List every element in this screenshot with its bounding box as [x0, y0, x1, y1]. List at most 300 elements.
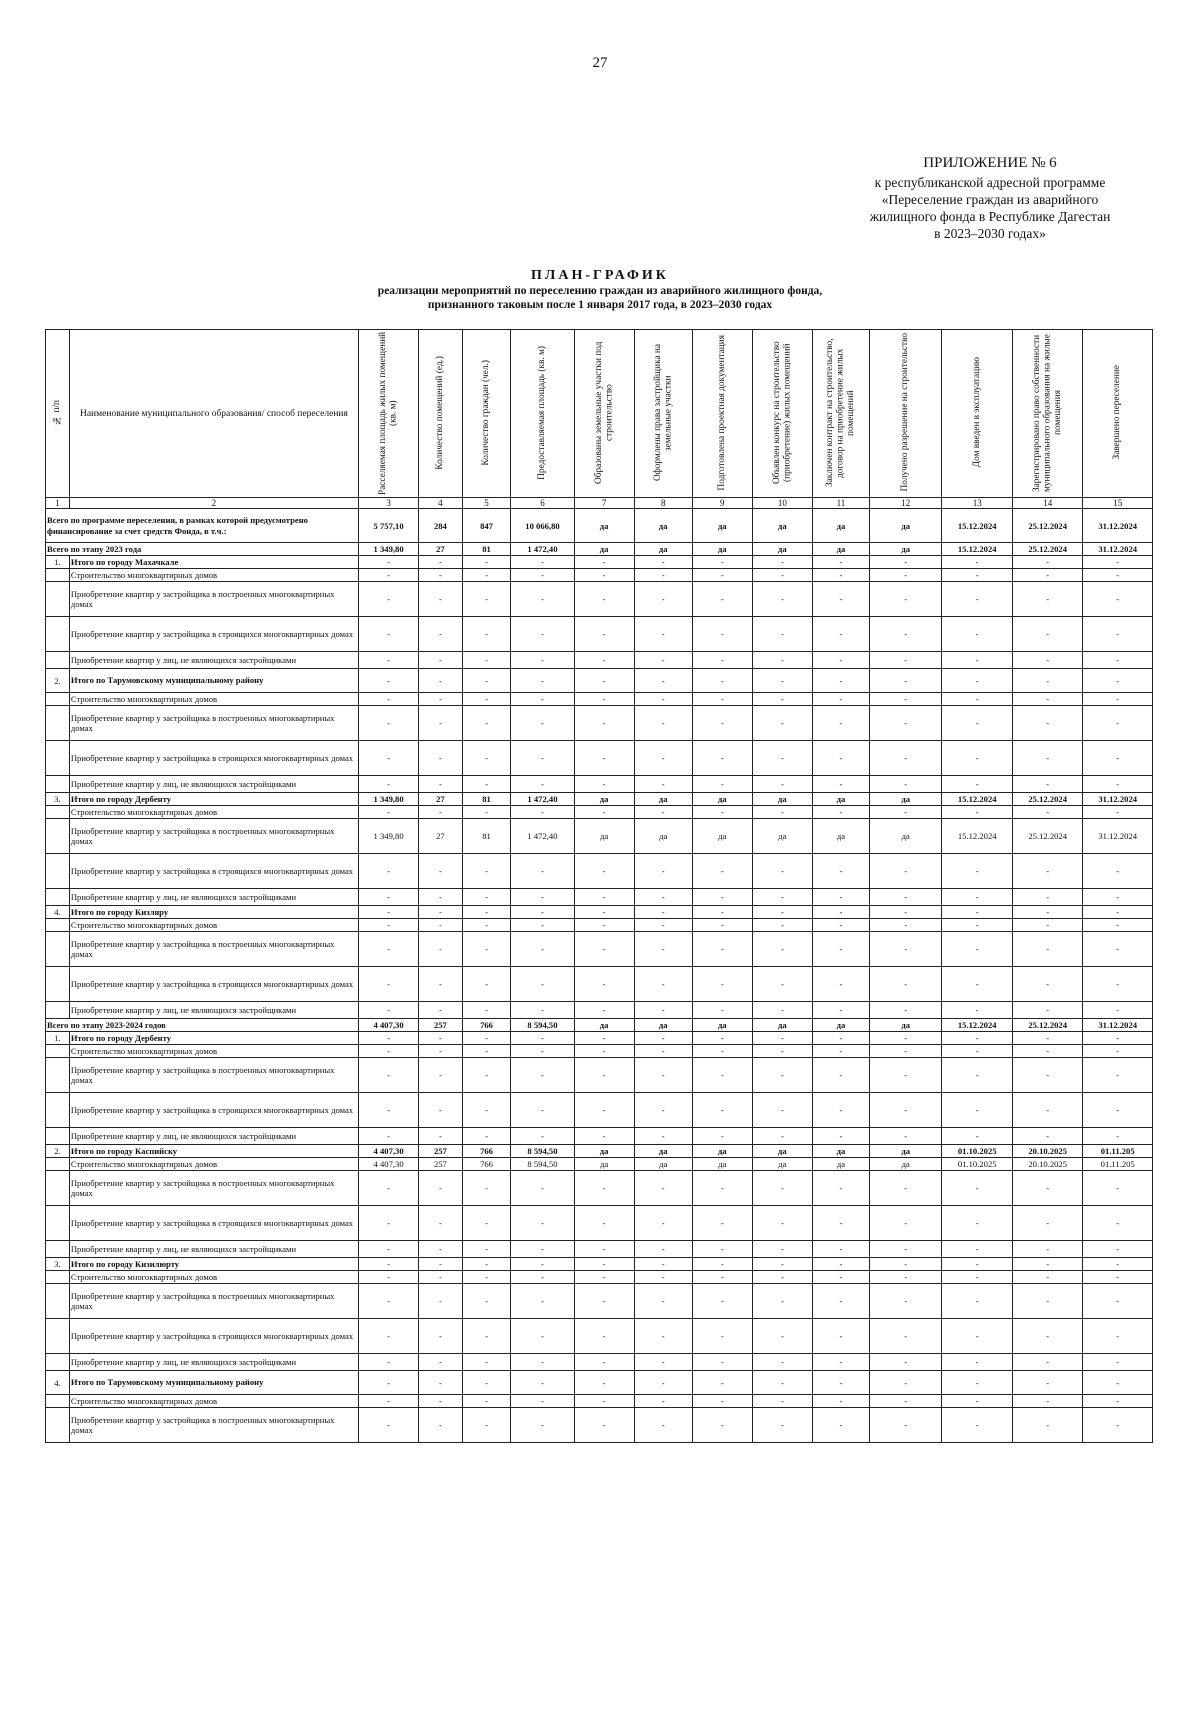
cell-value: - — [812, 1032, 869, 1045]
cell-value: - — [574, 806, 634, 819]
cell-value: да — [574, 1158, 634, 1171]
cell-value: - — [942, 1002, 1012, 1019]
cell-value: - — [574, 1045, 634, 1058]
cell-value: - — [419, 1058, 463, 1093]
cell-value: - — [1012, 1206, 1082, 1241]
cell-value: 15.12.2024 — [942, 793, 1012, 806]
cell-value: 766 — [462, 1145, 511, 1158]
cell-value: - — [692, 556, 752, 569]
row-name: Приобретение квартир у застройщика в построенных многоквартирных домах — [69, 1408, 358, 1443]
cell-value: - — [869, 1284, 942, 1319]
cell-value: да — [634, 1019, 692, 1032]
cell-value: - — [511, 741, 574, 776]
cell-value: - — [692, 906, 752, 919]
table-row — [46, 1354, 1153, 1371]
page-number: 27 — [592, 55, 608, 71]
cell-value: - — [692, 617, 752, 652]
cell-value: - — [1012, 806, 1082, 819]
cell-value: - — [462, 652, 511, 669]
cell-value: - — [812, 906, 869, 919]
cell-value: да — [692, 819, 752, 854]
cell-value: - — [574, 1171, 634, 1206]
cell-value: - — [511, 906, 574, 919]
cell-value: - — [1083, 919, 1153, 932]
cell-value: - — [869, 776, 942, 793]
cell-value: 1 472,40 — [511, 819, 574, 854]
cell-value: - — [574, 556, 634, 569]
table-row — [46, 1319, 1153, 1354]
cell-value: - — [462, 1319, 511, 1354]
column-number: 3 — [359, 498, 419, 509]
cell-value: - — [359, 617, 419, 652]
cell-value: - — [1083, 967, 1153, 1002]
row-number — [46, 693, 70, 706]
cell-value: да — [692, 509, 752, 543]
cell-value: 1 349,80 — [359, 543, 419, 556]
cell-value: - — [1012, 1171, 1082, 1206]
cell-value: - — [752, 741, 812, 776]
cell-value: - — [574, 932, 634, 967]
cell-value: - — [1083, 932, 1153, 967]
cell-value: - — [692, 1171, 752, 1206]
row-number: 4. — [46, 1371, 70, 1395]
cell-value: да — [634, 509, 692, 543]
cell-value: - — [869, 1319, 942, 1354]
cell-value: - — [942, 693, 1012, 706]
cell-value: - — [462, 919, 511, 932]
table-row — [46, 582, 1153, 617]
cell-value: - — [869, 1354, 942, 1371]
cell-value: - — [752, 806, 812, 819]
cell-value: - — [1083, 906, 1153, 919]
cell-value: - — [812, 932, 869, 967]
cell-value: - — [462, 582, 511, 617]
cell-value: - — [359, 1002, 419, 1019]
cell-value: 31.12.2024 — [1083, 543, 1153, 556]
cell-value: - — [419, 1206, 463, 1241]
cell-value: 257 — [419, 1145, 463, 1158]
cell-value: - — [511, 556, 574, 569]
cell-value: - — [511, 669, 574, 693]
row-name: Приобретение квартир у застройщика в строящихся многоквартирных домах — [69, 1093, 358, 1128]
column-number: 10 — [752, 498, 812, 509]
row-number — [46, 1271, 70, 1284]
cell-value: да — [812, 1158, 869, 1171]
table-body — [46, 509, 1153, 1443]
table-row — [46, 1258, 1153, 1271]
cell-value: - — [574, 1258, 634, 1271]
cell-value: - — [869, 1271, 942, 1284]
cell-value: 01.11.205 — [1083, 1158, 1153, 1171]
cell-value: - — [511, 1241, 574, 1258]
cell-value: - — [574, 652, 634, 669]
cell-value: - — [812, 741, 869, 776]
cell-value: - — [359, 889, 419, 906]
cell-value: - — [634, 1354, 692, 1371]
cell-value: - — [574, 967, 634, 1002]
cell-value: - — [752, 1354, 812, 1371]
cell-value: - — [462, 806, 511, 819]
column-header: Завершено переселение — [1083, 330, 1153, 498]
cell-value: - — [1083, 617, 1153, 652]
row-number — [46, 1045, 70, 1058]
cell-value: - — [812, 1354, 869, 1371]
cell-value: - — [574, 706, 634, 741]
cell-value: - — [752, 652, 812, 669]
table-row — [46, 1241, 1153, 1258]
table-row — [46, 1145, 1153, 1158]
cell-value: - — [1012, 1045, 1082, 1058]
cell-value: - — [462, 776, 511, 793]
table-row — [46, 1002, 1153, 1019]
cell-value: 25.12.2024 — [1012, 793, 1082, 806]
cell-value: - — [942, 1319, 1012, 1354]
appendix-line: жилищного фонда в Республике Дагестан — [869, 209, 1111, 224]
cell-value: 15.12.2024 — [942, 543, 1012, 556]
cell-value: - — [419, 1128, 463, 1145]
schedule-table — [45, 329, 1153, 1443]
cell-value: - — [359, 693, 419, 706]
column-number: 2 — [69, 498, 358, 509]
cell-value: - — [359, 967, 419, 1002]
column-header: Заключен контракт на строительство, договор на приобретение жилых помещений — [812, 330, 869, 498]
cell-value: да — [869, 543, 942, 556]
table-row — [46, 819, 1153, 854]
cell-value: 15.12.2024 — [942, 1019, 1012, 1032]
cell-value: - — [752, 617, 812, 652]
cell-value: - — [692, 693, 752, 706]
cell-value: 25.12.2024 — [1012, 543, 1082, 556]
cell-value: - — [1083, 1271, 1153, 1284]
cell-value: - — [359, 1241, 419, 1258]
cell-value: - — [942, 1128, 1012, 1145]
cell-value: - — [812, 1271, 869, 1284]
cell-value: - — [462, 967, 511, 1002]
cell-value: - — [634, 906, 692, 919]
row-name: Строительство многоквартирных домов — [69, 919, 358, 932]
cell-value: - — [462, 1093, 511, 1128]
cell-value: - — [634, 1093, 692, 1128]
cell-value: 27 — [419, 543, 463, 556]
column-number: 7 — [574, 498, 634, 509]
cell-value: - — [511, 1206, 574, 1241]
cell-value: - — [359, 1258, 419, 1271]
cell-value: - — [511, 582, 574, 617]
cell-value: да — [752, 793, 812, 806]
row-number — [46, 617, 70, 652]
cell-value: - — [1012, 693, 1082, 706]
cell-value: - — [1083, 1128, 1153, 1145]
cell-value: - — [574, 669, 634, 693]
cell-value: - — [942, 556, 1012, 569]
cell-value: да — [752, 1145, 812, 1158]
cell-value: - — [511, 617, 574, 652]
cell-value: - — [942, 1395, 1012, 1408]
row-number: 1. — [46, 556, 70, 569]
row-number: 3. — [46, 1258, 70, 1271]
table-row — [46, 932, 1153, 967]
row-number — [46, 967, 70, 1002]
row-number — [46, 1206, 70, 1241]
row-number — [46, 819, 70, 854]
column-header: Объявлен конкурс на строительство (приобретение) жилых помещений — [752, 330, 812, 498]
cell-value: - — [942, 932, 1012, 967]
cell-value: 31.12.2024 — [1083, 793, 1153, 806]
cell-value: - — [1012, 1319, 1082, 1354]
cell-value: - — [942, 854, 1012, 889]
cell-value: - — [574, 1319, 634, 1354]
cell-value: да — [692, 1145, 752, 1158]
cell-value: - — [462, 1408, 511, 1443]
cell-value: - — [574, 741, 634, 776]
cell-value: да — [634, 543, 692, 556]
cell-value: - — [1083, 1171, 1153, 1206]
cell-value: - — [752, 582, 812, 617]
cell-value: - — [692, 1354, 752, 1371]
cell-value: да — [574, 1145, 634, 1158]
cell-value: - — [359, 1354, 419, 1371]
row-number — [46, 1395, 70, 1408]
cell-value: да — [812, 1019, 869, 1032]
cell-value: - — [692, 1319, 752, 1354]
cell-value: - — [812, 1284, 869, 1319]
row-name: Строительство многоквартирных домов — [69, 1395, 358, 1408]
cell-value: да — [574, 819, 634, 854]
row-number — [46, 1241, 70, 1258]
cell-value: - — [511, 1284, 574, 1319]
cell-value: - — [511, 1371, 574, 1395]
cell-value: - — [634, 1045, 692, 1058]
row-number — [46, 706, 70, 741]
cell-value: - — [462, 1284, 511, 1319]
cell-value: 4 407,30 — [359, 1145, 419, 1158]
cell-value: - — [419, 889, 463, 906]
cell-value: - — [419, 1354, 463, 1371]
cell-value: - — [574, 1371, 634, 1395]
table-row — [46, 617, 1153, 652]
cell-value: - — [692, 706, 752, 741]
cell-value: - — [812, 1045, 869, 1058]
cell-value: - — [752, 1319, 812, 1354]
cell-value: - — [752, 889, 812, 906]
row-name: Итого по городу Кизляру — [69, 906, 358, 919]
cell-value: - — [692, 806, 752, 819]
cell-value: - — [574, 906, 634, 919]
column-number: 15 — [1083, 498, 1153, 509]
cell-value: - — [359, 706, 419, 741]
cell-value: да — [634, 793, 692, 806]
cell-value: - — [634, 1284, 692, 1319]
cell-value: - — [869, 1371, 942, 1395]
cell-value: - — [752, 967, 812, 1002]
cell-value: - — [462, 906, 511, 919]
cell-value: - — [752, 1045, 812, 1058]
cell-value: да — [692, 543, 752, 556]
cell-value: - — [869, 1128, 942, 1145]
cell-value: 766 — [462, 1158, 511, 1171]
cell-value: - — [752, 693, 812, 706]
cell-value: - — [869, 556, 942, 569]
cell-value: - — [511, 967, 574, 1002]
cell-value: - — [419, 1241, 463, 1258]
row-number — [46, 1408, 70, 1443]
row-number: 2. — [46, 1145, 70, 1158]
appendix-line: в 2023–2030 годах» — [934, 226, 1046, 241]
cell-value: - — [511, 1058, 574, 1093]
cell-value: - — [419, 1271, 463, 1284]
cell-value: - — [812, 1408, 869, 1443]
cell-value: - — [942, 652, 1012, 669]
cell-value: - — [511, 1093, 574, 1128]
appendix-line: к республиканской адресной программе — [874, 175, 1106, 190]
cell-value: - — [1012, 776, 1082, 793]
cell-value: - — [692, 967, 752, 1002]
cell-value: - — [634, 854, 692, 889]
cell-value: - — [869, 919, 942, 932]
row-name: Итого по городу Дербенту — [69, 1032, 358, 1045]
cell-value: - — [1012, 906, 1082, 919]
cell-value: - — [511, 854, 574, 889]
cell-value: - — [752, 1093, 812, 1128]
cell-value: - — [1083, 854, 1153, 889]
cell-value: - — [942, 1093, 1012, 1128]
cell-value: - — [692, 854, 752, 889]
cell-value: - — [419, 741, 463, 776]
table-row — [46, 1093, 1153, 1128]
cell-value: - — [634, 889, 692, 906]
cell-value: - — [511, 1408, 574, 1443]
cell-value: - — [869, 854, 942, 889]
cell-value: - — [942, 617, 1012, 652]
cell-value: - — [1012, 1354, 1082, 1371]
cell-value: - — [752, 1032, 812, 1045]
row-name: Строительство многоквартирных домов — [69, 569, 358, 582]
cell-value: - — [419, 1002, 463, 1019]
cell-value: - — [1012, 706, 1082, 741]
cell-value: - — [634, 617, 692, 652]
table-row — [46, 889, 1153, 906]
cell-value: - — [419, 1319, 463, 1354]
cell-value: - — [869, 806, 942, 819]
cell-value: - — [942, 1271, 1012, 1284]
cell-value: да — [869, 793, 942, 806]
cell-value: - — [1012, 1271, 1082, 1284]
cell-value: - — [511, 1319, 574, 1354]
cell-value: - — [462, 617, 511, 652]
table-row — [46, 652, 1153, 669]
cell-value: - — [812, 889, 869, 906]
cell-value: 81 — [462, 793, 511, 806]
cell-value: - — [419, 919, 463, 932]
row-name: Всего по этапу 2023-2024 годов — [46, 1019, 359, 1032]
cell-value: да — [752, 509, 812, 543]
cell-value: - — [752, 706, 812, 741]
cell-value: - — [692, 569, 752, 582]
cell-value: - — [752, 1206, 812, 1241]
cell-value: 1 472,40 — [511, 793, 574, 806]
row-name: Приобретение квартир у застройщика в построенных многоквартирных домах — [69, 1284, 358, 1319]
cell-value: - — [1012, 1408, 1082, 1443]
column-number: 5 — [462, 498, 511, 509]
cell-value: - — [511, 1045, 574, 1058]
cell-value: да — [634, 819, 692, 854]
column-header: Получено разрешение на строительство — [869, 330, 942, 498]
cell-value: - — [869, 932, 942, 967]
cell-value: - — [634, 806, 692, 819]
table-row — [46, 967, 1153, 1002]
row-name: Всего по этапу 2023 года — [46, 543, 359, 556]
cell-value: - — [812, 556, 869, 569]
cell-value: - — [869, 967, 942, 1002]
cell-value: - — [692, 1284, 752, 1319]
cell-value: - — [942, 1206, 1012, 1241]
cell-value: - — [462, 854, 511, 889]
cell-value: - — [869, 1241, 942, 1258]
row-number — [46, 582, 70, 617]
column-header: Подготовлена проектная документация — [692, 330, 752, 498]
cell-value: - — [1012, 582, 1082, 617]
cell-value: да — [869, 509, 942, 543]
cell-value: - — [752, 776, 812, 793]
cell-value: - — [1012, 652, 1082, 669]
row-name: Строительство многоквартирных домов — [69, 693, 358, 706]
cell-value: - — [942, 706, 1012, 741]
cell-value: - — [462, 1354, 511, 1371]
appendix-title: ПРИЛОЖЕНИЕ № 6 — [923, 155, 1057, 171]
cell-value: - — [634, 1319, 692, 1354]
cell-value: 1 472,40 — [511, 543, 574, 556]
cell-value: - — [1083, 652, 1153, 669]
cell-value: - — [574, 693, 634, 706]
column-header: Наименование муниципального образования/ способ переселения — [69, 330, 358, 498]
cell-value: - — [942, 889, 1012, 906]
cell-value: да — [869, 1019, 942, 1032]
cell-value: - — [812, 1258, 869, 1271]
cell-value: 4 407,30 — [359, 1019, 419, 1032]
cell-value: - — [634, 669, 692, 693]
cell-value: - — [1083, 889, 1153, 906]
cell-value: - — [812, 1093, 869, 1128]
cell-value: - — [419, 706, 463, 741]
row-number: 3. — [46, 793, 70, 806]
cell-value: да — [869, 1145, 942, 1158]
cell-value: - — [419, 906, 463, 919]
column-header: Дом введен в эксплуатацию — [942, 330, 1012, 498]
row-number — [46, 1171, 70, 1206]
cell-value: - — [752, 1171, 812, 1206]
cell-value: - — [869, 1002, 942, 1019]
cell-value: - — [462, 1206, 511, 1241]
cell-value: - — [869, 569, 942, 582]
cell-value: - — [869, 1032, 942, 1045]
cell-value: - — [1012, 556, 1082, 569]
cell-value: 10 066,80 — [511, 509, 574, 543]
cell-value: 8 594,50 — [511, 1145, 574, 1158]
table-row — [46, 706, 1153, 741]
cell-value: 27 — [419, 793, 463, 806]
cell-value: да — [812, 509, 869, 543]
cell-value: - — [462, 1032, 511, 1045]
cell-value: - — [1012, 1395, 1082, 1408]
cell-value: - — [812, 582, 869, 617]
row-name: Итого по городу Махачкале — [69, 556, 358, 569]
row-name: Строительство многоквартирных домов — [69, 1271, 358, 1284]
cell-value: - — [359, 652, 419, 669]
cell-value: 20.10.2025 — [1012, 1145, 1082, 1158]
cell-value: - — [752, 556, 812, 569]
cell-value: - — [942, 776, 1012, 793]
cell-value: - — [419, 1045, 463, 1058]
